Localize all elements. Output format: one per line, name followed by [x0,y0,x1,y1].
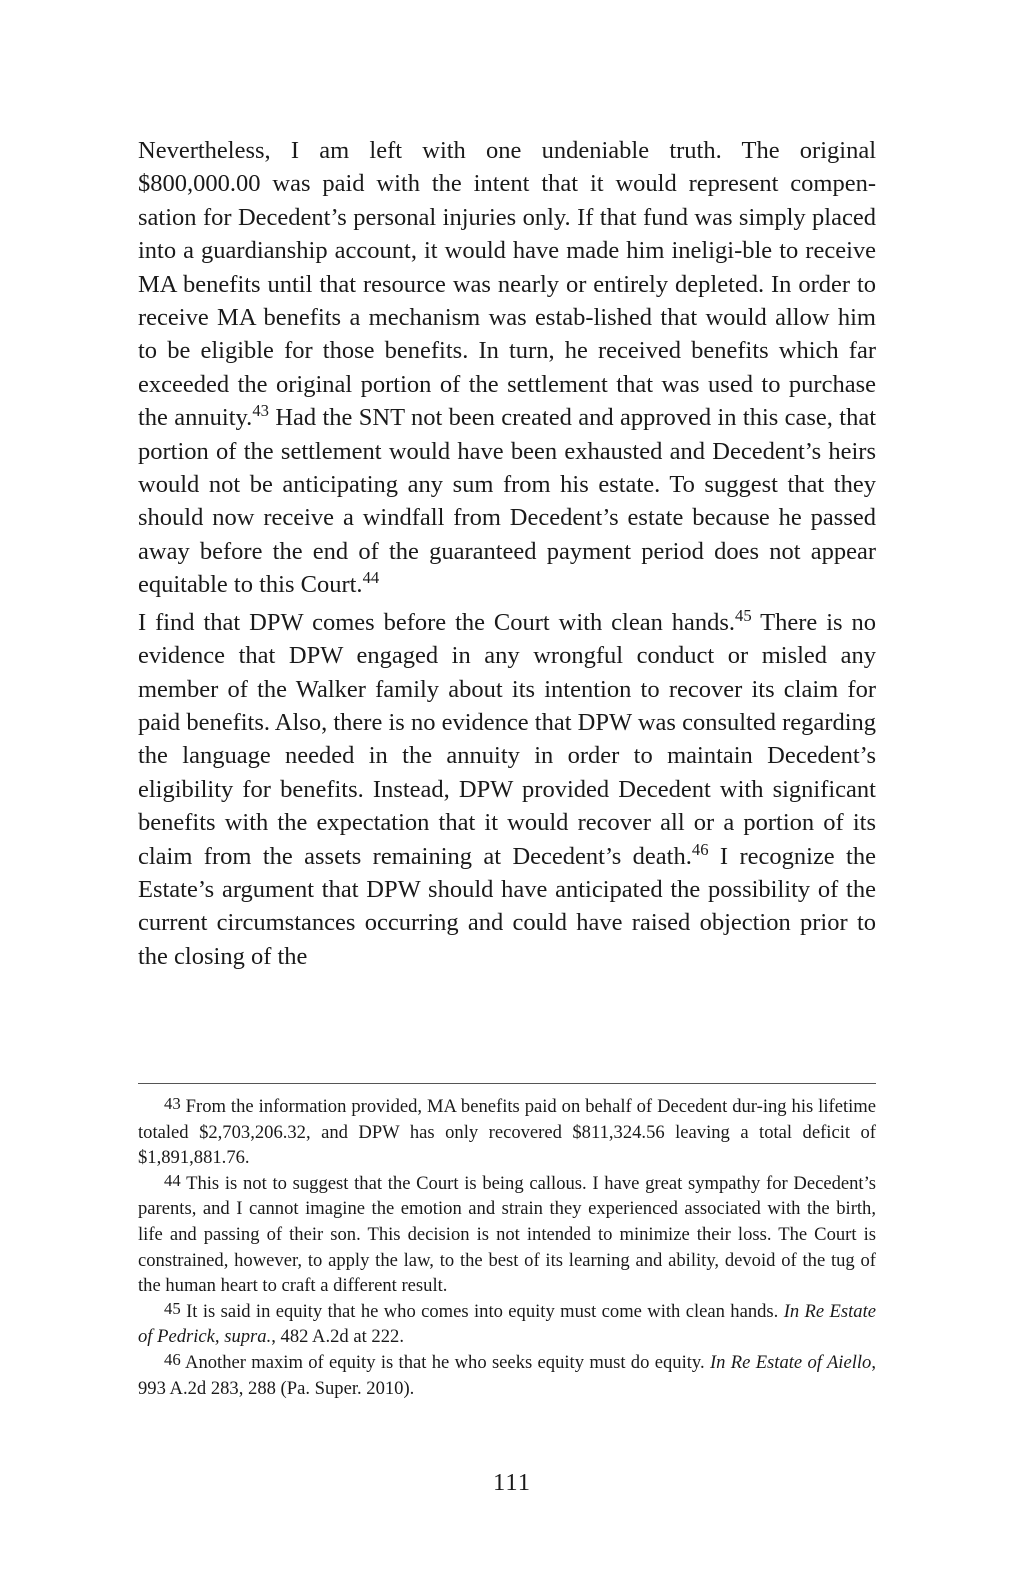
paragraph-text: There is no evidence that DPW engaged in any wrongful conduct or misled any member of the Walker family about its intention to recover its claim for paid benefits. Also, there is no evidence that DPW was consulted regarding the language needed in the annuity in order to maintain Decedent’s eligibility for benefits. Instead, DPW provided Decedent with significant benefits with the expectation that it would recover all or a portion of its claim from the assets remaining at Decedent’s death. [138,608,877,870]
footnote-45 [138,1299,876,1350]
paragraph [138,606,876,973]
paragraph [138,134,876,602]
footnote-number: 44 [164,1170,181,1190]
case-citation: In Re Estate of Aiello [709,1351,872,1373]
footnote-44 [138,1171,876,1299]
citation-detail: , 482 A.2d at 222. [271,1326,404,1348]
body-text [138,134,876,973]
footnote-text: Another maxim of equity is that he who seeks equity must do equity. [180,1351,710,1373]
footnotes [138,1094,876,1401]
footnote-text: This is not to suggest that the Court is being callous. I have great sympathy for Decedent’s parents, and I cannot imagine the emotion and strain they experienced associated with the birth, life and passing of their son. This decision is not intended to minimize their loss. The Court is constrained, however, to apply the law, to the best of its learning and ability, devoid of the tug of the human heart to craft a different result. [138,1172,876,1297]
footnote-43 [138,1094,876,1171]
footnote-number: 46 [164,1349,181,1369]
paragraph-text: I find that DPW comes before the Court with clean hands. [138,608,736,636]
footnote-divider [138,1083,876,1084]
footnote-text: From the information provided, MA benefits paid on behalf of Decedent dur-ing his lifetime totaled $2,703,206.32, and DPW has only recovered $811,324.56 leaving a total deficit of $1,891,881.76. [138,1096,876,1169]
footnote-number: 43 [164,1094,181,1113]
case-citation: In Re Estate of Pedrick, supra. [138,1300,876,1348]
footnote-ref-46[interactable]: 46 [691,839,709,859]
page-number: 111 [493,1469,531,1496]
footnote-number: 45 [164,1298,181,1318]
footnote-text: It is said in equity that he who comes into equity must come with clean hands. [180,1300,784,1322]
paragraph-text: Nevertheless, I am left with one undeniable truth. The original $800,000.00 was paid with the intent that it would represent compen-sation for Decedent’s personal injuries only. If that fund was simply placed into a guardianship account, it would have made him ineligi-ble to receive MA benefits until that resource was nearly or entirely depleted. In order to receive MA benefits a mechanism was estab-lished that would allow him to be eligible for those benefits. In turn, he received benefits which far exceeded the original portion of the settlement that was used to purchase the annuity. [138,137,876,432]
paragraph-text: I recognize the Estate’s argument that DPW should have anticipated the possibility of the current circumstances occurring and could have raised objection prior to the closing of the [138,842,876,970]
footnote-ref-45[interactable]: 45 [735,605,752,625]
paragraph-text: Had the SNT not been created and approved in this case, that portion of the settlement would have been exhausted and Decedent’s heirs would not be anticipating any sum from his estate. To suggest that they should now receive a windfall from Decedent’s estate because he passed away before the end of the guaranteed payment period does not appear equitable to this Court. [138,404,877,599]
footnote-46 [138,1350,876,1401]
footnote-ref-43[interactable]: 43 [252,401,269,421]
footnote-ref-44[interactable]: 44 [362,568,380,588]
citation-detail: , 993 A.2d 283, 288 (Pa. Super. 2010). [138,1351,876,1399]
